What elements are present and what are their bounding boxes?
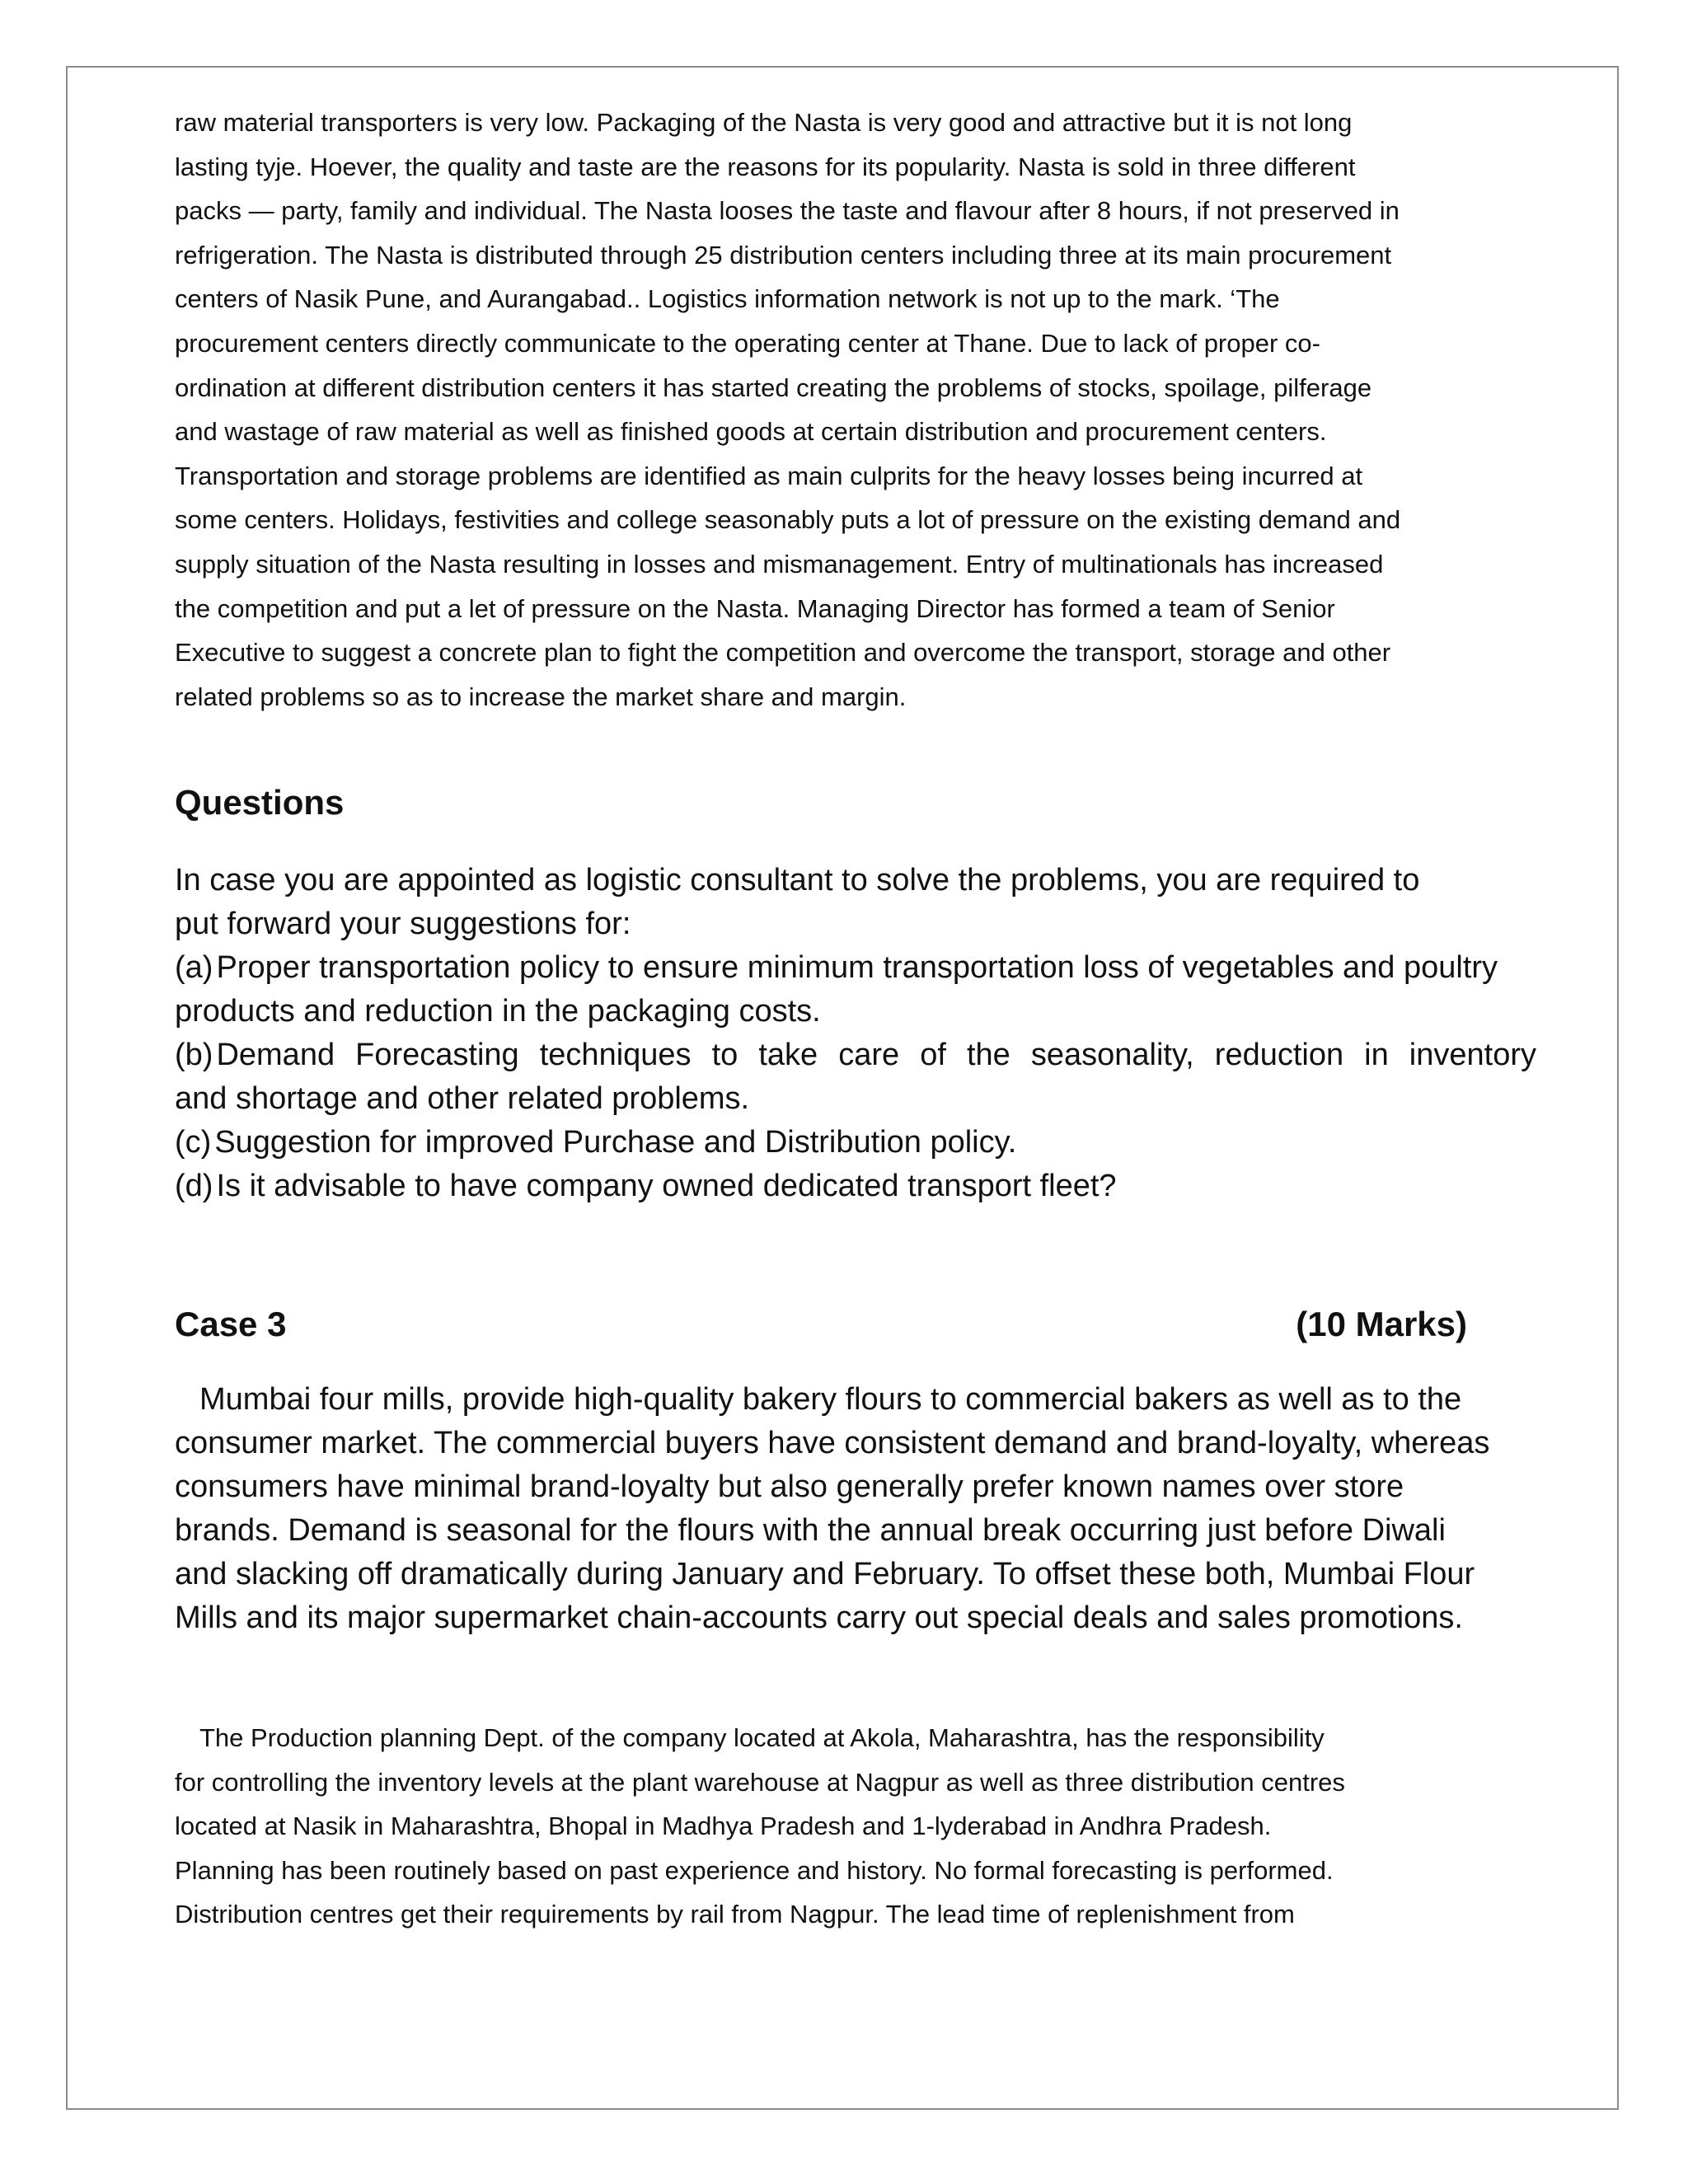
case-body-paragraph xyxy=(175,1378,1489,1640)
case-marks: (10 Marks) xyxy=(1296,1305,1467,1343)
planning-line: located at Nasik in Maharashtra, Bhopal in Madhya Pradesh and 1-lyderabad in Andhra Pradesh. xyxy=(175,1811,1272,1841)
question-label: (c) xyxy=(175,1125,212,1160)
intro-line: and wastage of raw material as well as finished goods at certain distribution and procurement centers. xyxy=(175,417,1327,447)
case-body-line: consumer market. The commercial buyers have consistent demand and brand-loyalty, whereas xyxy=(175,1426,1490,1460)
question-label: (d) xyxy=(175,1169,213,1203)
intro-line: the competition and put a let of pressure on the Nasta. Managing Director has formed a team of Senior xyxy=(175,593,1335,623)
question-a-continuation: products and reduction in the packaging costs. xyxy=(175,994,821,1029)
intro-line: ordination at different distribution centers it has started creating the problems of stocks, spoilage, pilferage xyxy=(175,373,1372,402)
intro-line: refrigeration. The Nasta is distributed through 25 distribution centers including three at its main procurement xyxy=(175,240,1392,269)
case-body-line: brands. Demand is seasonal for the flours with the annual break occurring just before Diwali xyxy=(175,1513,1446,1548)
intro-paragraph xyxy=(175,101,1400,719)
questions-lead-line: put forward your suggestions for: xyxy=(175,907,631,941)
questions-lead-line: In case you are appointed as logistic consultant to solve the problems, you are required to xyxy=(175,863,1420,898)
question-text: Proper transportation policy to ensure minimum transportation loss of vegetables and poultry xyxy=(216,950,1498,985)
question-text: Suggestion for improved Purchase and Distribution policy. xyxy=(214,1125,1017,1160)
questions-heading: Questions xyxy=(175,783,345,822)
intro-line: raw material transporters is very low. Packaging of the Nasta is very good and attractive but it is not long xyxy=(175,108,1353,137)
intro-line: packs — party, family and individual. The Nasta looses the taste and flavour after 8 hours, if not preserved in xyxy=(175,196,1400,226)
planning-line: for controlling the inventory levels at the plant warehouse at Nagpur as well as three distribution centres xyxy=(175,1767,1345,1797)
intro-line: supply situation of the Nasta resulting in losses and mismanagement. Entry of multinationals has increased xyxy=(175,549,1384,579)
question-d xyxy=(175,1165,1536,1208)
case-title: Case 3 xyxy=(175,1305,287,1343)
question-label: (a) xyxy=(175,950,213,985)
question-a xyxy=(175,946,1536,990)
intro-line: procurement centers directly communicate to the operating center at Thane. Due to lack of proper co- xyxy=(175,328,1320,358)
questions-list xyxy=(175,946,1536,1208)
intro-line: Executive to suggest a concrete plan to fight the competition and overcome the transport, storage and other xyxy=(175,638,1391,668)
case-body-line: consumers have minimal brand-loyalty but also generally prefer known names over store xyxy=(175,1469,1404,1504)
intro-line: centers of Nasik Pune, and Aurangabad.. Logistics information network is not up to the mark. ‘The xyxy=(175,284,1280,314)
question-b-continuation: and shortage and other related problems. xyxy=(175,1081,750,1116)
case-body-line: Mills and its major supermarket chain-accounts carry out special deals and sales promotions. xyxy=(175,1601,1463,1635)
planning-line: Planning has been routinely based on past experience and history. No formal forecasting is performed. xyxy=(175,1855,1334,1885)
case-body-line: Mumbai four mills, provide high-quality bakery flours to commercial bakers as well as to the xyxy=(199,1382,1462,1417)
intro-line: related problems so as to increase the market share and margin. xyxy=(175,682,907,711)
intro-line: Transportation and storage problems are identified as main culprits for the heavy losses being incurred at xyxy=(175,461,1363,490)
question-text: Demand Forecasting techniques to take care of the seasonality, reduction in inventory xyxy=(216,1038,1536,1072)
case-body-line: and slacking off dramatically during January and February. To offset these both, Mumbai Flour xyxy=(175,1557,1475,1591)
questions-lead xyxy=(175,859,1419,946)
planning-line: Distribution centres get their requirements by rail from Nagpur. The lead time of replenishment from xyxy=(175,1900,1295,1929)
question-text: Is it advisable to have company owned dedicated transport fleet? xyxy=(216,1169,1117,1203)
question-label: (b) xyxy=(175,1038,213,1072)
question-c xyxy=(175,1121,1536,1165)
question-b xyxy=(175,1033,1536,1077)
intro-line: lasting tyje. Hoever, the quality and taste are the reasons for its popularity. Nasta is sold in three different xyxy=(175,152,1356,181)
planning-paragraph xyxy=(175,1716,1345,1937)
planning-line: The Production planning Dept. of the company located at Akola, Maharashtra, has the responsibility xyxy=(199,1723,1325,1752)
intro-line: some centers. Holidays, festivities and college seasonably puts a lot of pressure on the existing demand and xyxy=(175,505,1401,535)
